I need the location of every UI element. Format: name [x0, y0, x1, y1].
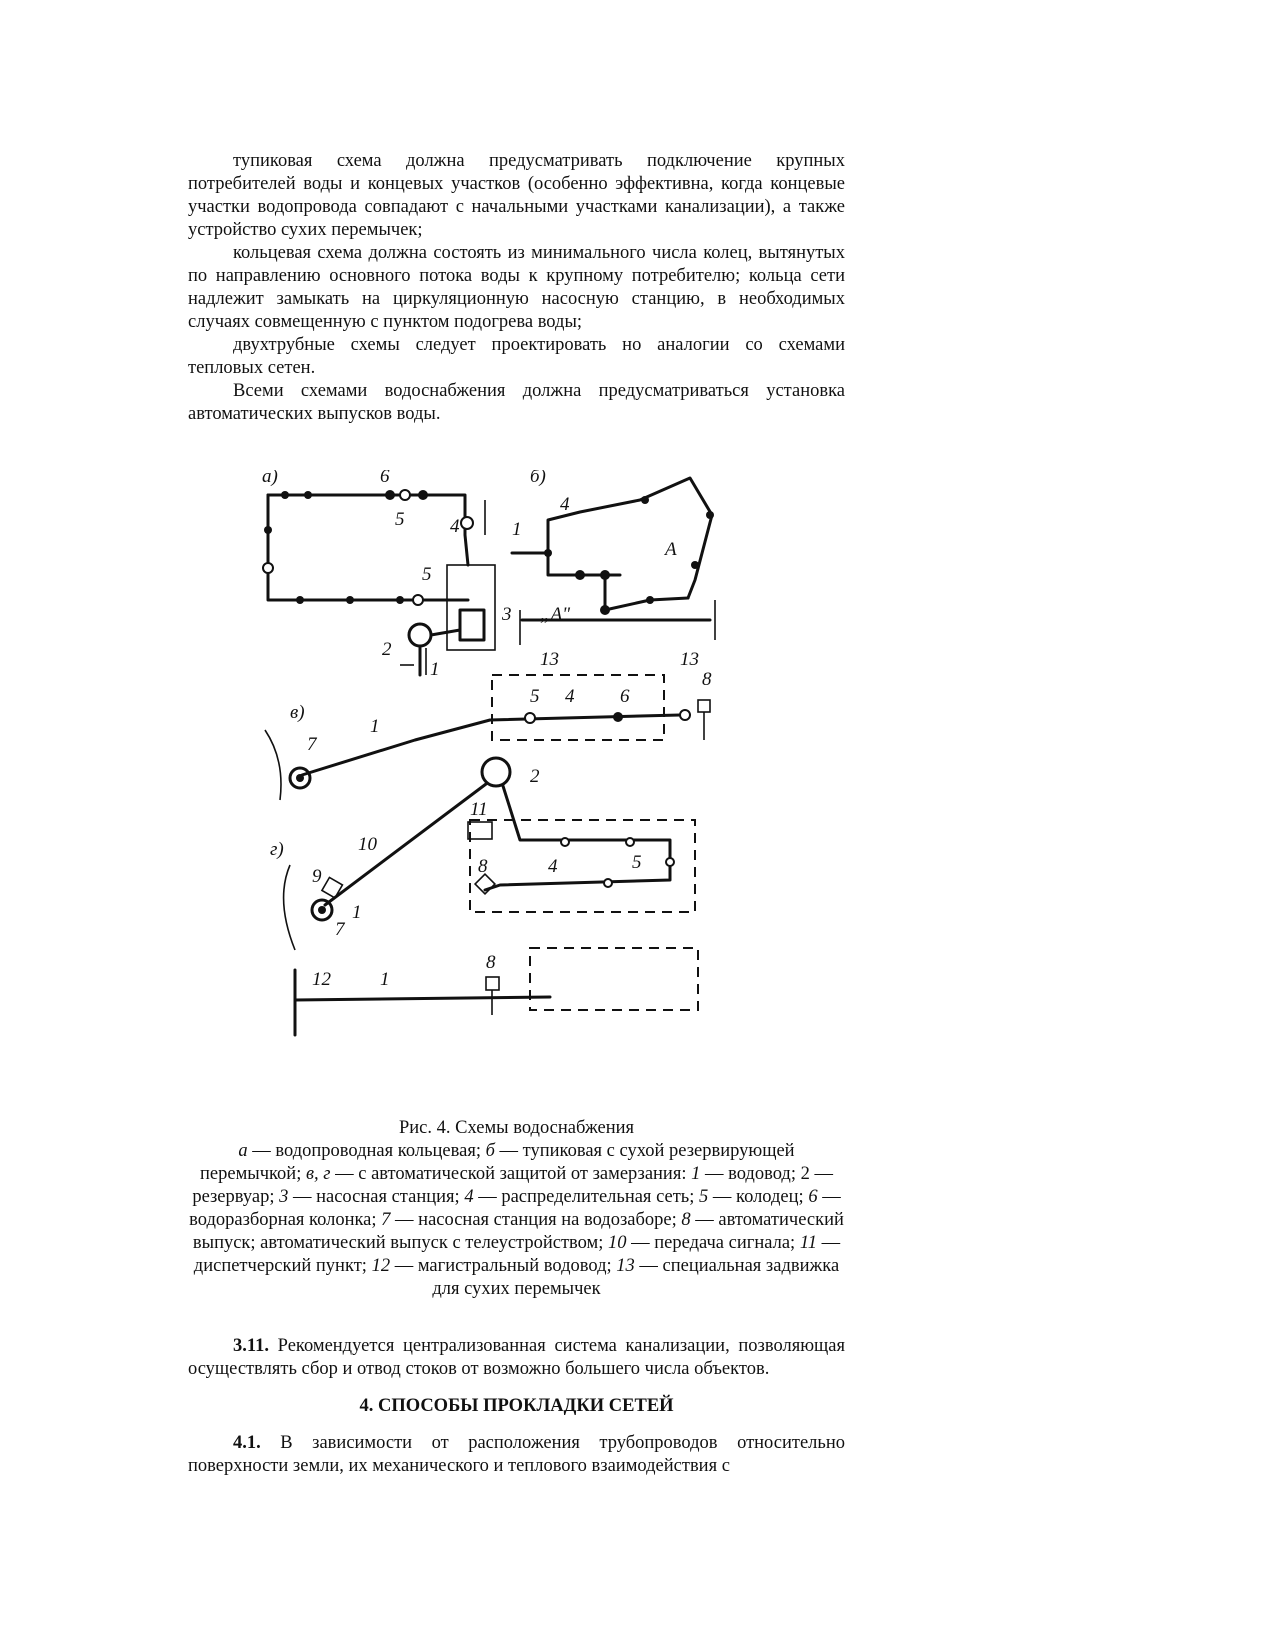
caption-key: 7: [381, 1210, 391, 1230]
label-5: 5: [395, 509, 405, 530]
label-13: 13: [540, 649, 559, 670]
caption-key: в, г: [305, 1164, 331, 1184]
label-9: 9: [312, 866, 322, 887]
water-supply-schemes-figure: [240, 470, 800, 1100]
caption-key: 10: [608, 1233, 627, 1253]
label-g2: 2: [530, 766, 540, 787]
label-10: 10: [358, 834, 377, 855]
caption-text: — магистральный водовод;: [390, 1256, 617, 1276]
label-b4: 4: [560, 494, 570, 515]
caption-text: — распределительная сеть;: [473, 1187, 700, 1207]
section-3-11: [188, 1335, 845, 1381]
label-5b: 5: [422, 564, 432, 585]
caption-text: — колодец;: [708, 1187, 809, 1207]
caption-text: — передача сигнала;: [626, 1233, 800, 1253]
label-v: в): [290, 702, 305, 723]
label-g: г): [270, 839, 284, 860]
label-A: А: [665, 539, 677, 560]
label-v1: 1: [370, 716, 380, 737]
caption-key: б: [485, 1141, 495, 1161]
caption-text: — водоразборная колонка;: [189, 1187, 841, 1230]
paragraph: тупиковая схема должна предусматривать подключение крупных потребителей воды и концевых участков (особенно эффективна, когда концевые участки водопровода совпадают с начальными участками канализации), а также устройство сухих перемычек;: [188, 151, 845, 240]
label-g4: 4: [548, 856, 558, 877]
label-4: 4: [450, 516, 460, 537]
caption-text: — автоматический выпуск; автоматический выпуск с телеустройством;: [192, 1210, 844, 1253]
label-7: 7: [307, 734, 317, 755]
caption-key: 4: [464, 1187, 474, 1207]
caption-text: — с автоматической защитой от замерзания:: [330, 1164, 692, 1184]
scheme-v: [265, 669, 712, 800]
caption-key: 1: [691, 1164, 701, 1184]
section-4-1: [188, 1432, 845, 1478]
caption-key: 13: [616, 1256, 635, 1276]
scheme-a: [262, 470, 512, 680]
caption-key: а: [238, 1141, 248, 1161]
section-text: В зависимости от расположения трубопроводов относительно поверхности земли, их механического и теплового взаимодействия с: [188, 1433, 845, 1476]
caption-text: — насосная станция;: [288, 1187, 465, 1207]
label-11: 11: [470, 799, 488, 820]
caption-key: 8: [681, 1210, 691, 1230]
label-12: 12: [312, 969, 331, 990]
paragraph: кольцевая схема должна состоять из минимального числа колец, вытянутых по направлению основного потока воды к крупному потребителю; кольца сети надлежит замыкать на циркуляционную насосную станцию, в необходимых случаях совмещенную с пунктом подогрева воды;: [188, 243, 845, 332]
label-g1: 1: [352, 902, 362, 923]
label-A-quoted: „А": [540, 604, 571, 625]
label-b1: 1: [512, 519, 522, 540]
label-v4: 4: [565, 686, 575, 707]
label-g5: 5: [632, 852, 642, 873]
section-text: Рекомендуется централизованная система канализации, позволяющая осуществлять сбор и отвод стоков от возможно большего числа объектов.: [188, 1336, 845, 1379]
schematic-drawing: [240, 470, 800, 1100]
caption-title: Рис. 4. Схемы водоснабжения: [398, 1118, 635, 1138]
figure-caption: [188, 1117, 845, 1301]
body-text-top: [188, 150, 845, 426]
caption-text: — диспетчерский пункт;: [193, 1233, 841, 1276]
label-8: 8: [702, 669, 712, 690]
caption-text: — водовод; 2 — резервуар;: [192, 1164, 833, 1207]
section-number: 3.11.: [233, 1336, 269, 1356]
body-text-bottom: [188, 1335, 845, 1478]
caption-legend: [189, 1141, 844, 1299]
label-a: а): [262, 470, 278, 487]
label-t8: 8: [486, 952, 496, 973]
caption-key: 3: [279, 1187, 289, 1207]
label-3: 3: [502, 604, 512, 625]
label-g7: 7: [335, 919, 345, 940]
label-1: 1: [430, 659, 440, 680]
label-t1: 1: [380, 969, 390, 990]
caption-text: — специальная задвижка для сухих перемычек: [432, 1256, 840, 1299]
section-heading: 4. СПОСОБЫ ПРОКЛАДКИ СЕТЕЙ: [359, 1396, 674, 1416]
label-b: б): [530, 470, 546, 487]
label-13b: 13: [680, 649, 699, 670]
caption-key: 11: [799, 1233, 817, 1253]
label-v5: 5: [530, 686, 540, 707]
caption-text: — тупиковая с сухой резервирующей перемычкой;: [200, 1141, 795, 1184]
paragraph: Всеми схемами водоснабжения должна предусматриваться установка автоматических выпусков воды.: [188, 381, 845, 424]
scheme-g: [270, 758, 695, 950]
caption-key: 6: [808, 1187, 818, 1207]
caption-text: — водопроводная кольцевая;: [247, 1141, 486, 1161]
label-2: 2: [382, 639, 392, 660]
section-number: 4.1.: [233, 1433, 261, 1453]
caption-text: — насосная станция на водозаборе;: [390, 1210, 682, 1230]
label-6: 6: [380, 470, 390, 487]
caption-key: 12: [371, 1256, 391, 1276]
scheme-b: [512, 470, 715, 670]
label-v6: 6: [620, 686, 630, 707]
caption-key: 5: [699, 1187, 709, 1207]
label-g8: 8: [478, 856, 488, 877]
paragraph: двухтрубные схемы следует проектировать но аналогии со схемами тепловых сетен.: [188, 335, 845, 378]
scheme-trunk: [295, 948, 698, 1035]
